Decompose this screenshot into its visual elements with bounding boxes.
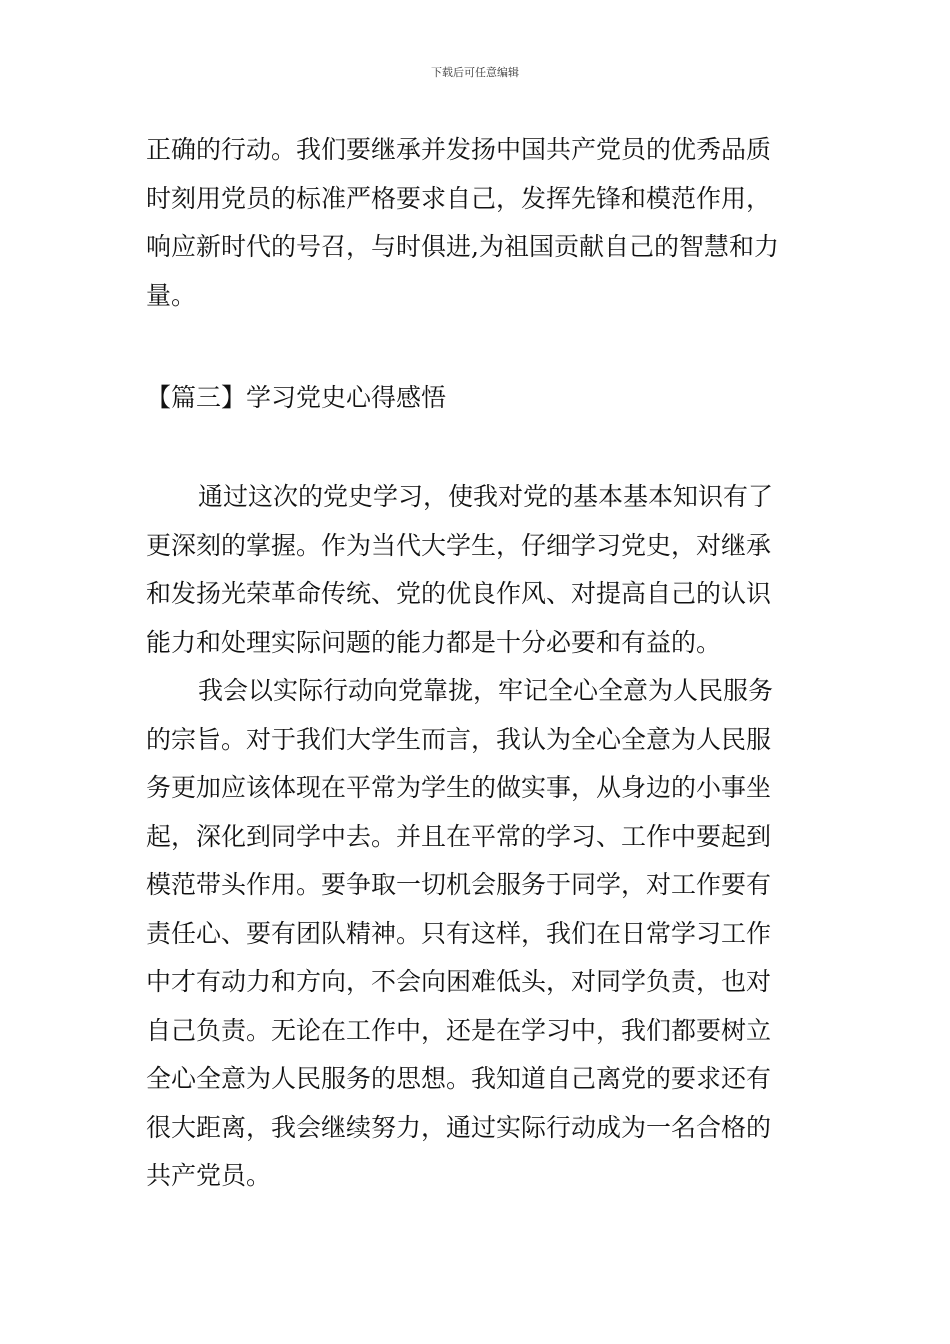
section-title: 【篇三】学习党史心得感悟 [146,383,447,412]
text-line: 责任心、要有团队精神。只有这样，我们在日常学习工作 [146,918,772,948]
article-body [146,473,810,1201]
text-line: 能力和处理实际问题的能力都是十分必要和有益的。 [146,627,722,657]
text-line: 的宗旨。对于我们大学生而言，我认为全心全意为人民服 [146,724,772,754]
text-line: 模范带头作用。要争取一切机会服务于同学，对工作要有 [146,870,772,899]
text-line: 我会以实际行动向党靠拢，牢记全心全意为人民服务 [198,676,774,705]
text-line: 和发扬光荣革命传统、党的优良作风、对提高自己的认识 [146,579,772,608]
text-line: 量。 [146,280,197,310]
text-line: 响应新时代的号召，与时俱进,为祖国贡献自己的智慧和力 [146,232,779,261]
text-line: 自己负责。无论在工作中，还是在学习中，我们都要树立 [146,1015,772,1045]
text-line: 更深刻的掌握。作为当代大学生，仔细学习党史，对继承 [146,530,772,560]
text-line: 起，深化到同学中去。并且在平常的学习、工作中要起到 [146,821,772,851]
continued-paragraph [146,126,810,320]
text-line: 全心全意为人民服务的思想。我知道自己离党的要求还有 [146,1064,772,1093]
text-line: 务更加应该体现在平常为学生的做实事，从身边的小事坐 [146,773,772,802]
text-line: 时刻用党员的标准严格要求自己，发挥先锋和模范作用， [146,183,772,213]
text-line: 很大距离，我会继续努力，通过实际行动成为一名合格的 [146,1112,772,1142]
text-line: 共产党员。 [146,1161,272,1190]
page-header: 下载后可任意编辑 [431,66,519,79]
text-line: 通过这次的党史学习，使我对党的基本基本知识有了 [198,482,774,511]
text-line: 正确的行动。我们要继承并发扬中国共产党员的优秀品质 [146,135,772,164]
text-line: 中才有动力和方向，不会向困难低头，对同学负责，也对 [146,967,772,996]
